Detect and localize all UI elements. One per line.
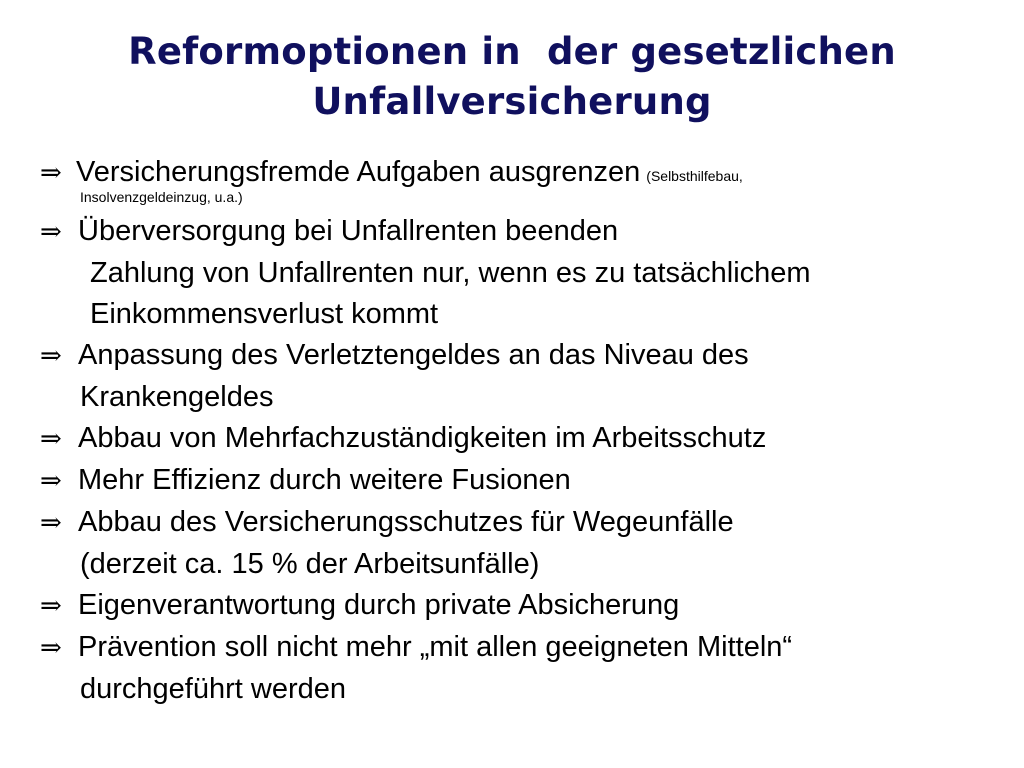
bullet-item — [40, 418, 1010, 460]
bullet-text: Eigenverantwortung durch private Absicherung — [78, 589, 680, 621]
bullet-text: Mehr Effizienz durch weitere Fusionen — [78, 464, 571, 496]
bullet-continuation: (derzeit ca. 15 % der Arbeitsunfälle) — [80, 548, 540, 580]
double-arrow-icon: ⇒ — [40, 341, 62, 371]
slide-title-line-2: Unfallversicherung — [312, 80, 712, 123]
slide-title — [0, 27, 1024, 127]
double-arrow-icon: ⇒ — [40, 591, 62, 621]
bullet-continuation: durchgeführt werden — [80, 673, 346, 705]
slide-title-line-1: Reformoptionen in der gesetzlichen — [128, 30, 896, 73]
bullet-item — [40, 211, 1010, 253]
bullet-continuation: Krankengeldes — [80, 381, 274, 413]
bullet-item — [40, 585, 1010, 627]
double-arrow-icon: ⇒ — [40, 158, 62, 188]
bullet-item — [40, 460, 1010, 502]
bullet-text: Versicherungsfremde Aufgaben ausgrenzen — [76, 156, 641, 188]
double-arrow-icon: ⇒ — [40, 424, 62, 454]
bullet-text: Anpassung des Verletztengeldes an das Niveau des — [78, 339, 749, 371]
bullet-item — [40, 152, 1010, 197]
bullet-item — [40, 627, 1010, 669]
bullet-list — [40, 152, 1010, 710]
bullet-text: Prävention soll nicht mehr „mit allen geeigneten Mitteln“ — [78, 631, 793, 663]
double-arrow-icon: ⇒ — [40, 466, 62, 496]
bullet-item — [40, 502, 1010, 544]
bullet-item — [40, 335, 1010, 377]
double-arrow-icon: ⇒ — [40, 508, 62, 538]
bullet-note: (Selbsthilfebau, — [646, 168, 743, 184]
bullet-note-continuation: Insolvenzgeldeinzug, u.a.) — [80, 189, 243, 205]
double-arrow-icon: ⇒ — [40, 217, 62, 247]
bullet-continuation: Zahlung von Unfallrenten nur, wenn es zu tatsächlichem — [90, 257, 811, 289]
bullet-text: Überversorgung bei Unfallrenten beenden — [78, 215, 619, 247]
double-arrow-icon: ⇒ — [40, 633, 62, 663]
bullet-text: Abbau von Mehrfachzuständigkeiten im Arbeitsschutz — [78, 422, 767, 454]
bullet-continuation: Einkommensverlust kommt — [90, 298, 439, 330]
bullet-text: Abbau des Versicherungsschutzes für Wegeunfälle — [78, 506, 734, 538]
